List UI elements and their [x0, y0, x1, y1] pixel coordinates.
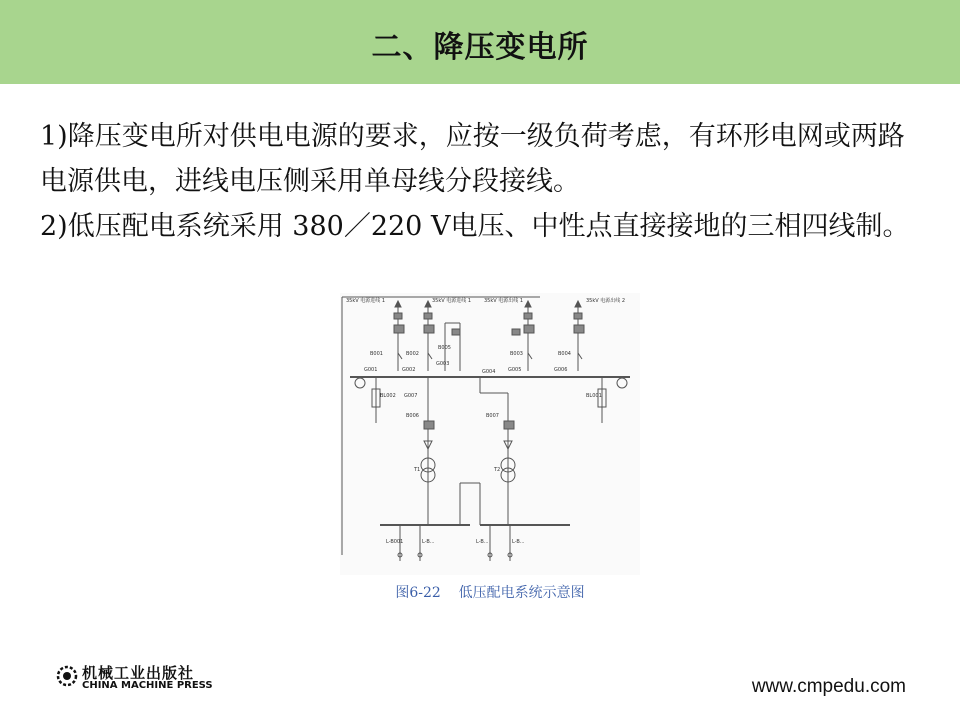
switch-label: G006	[554, 367, 568, 373]
feeder-label: 35kV 电源出线 1	[484, 298, 524, 304]
breaker-label: B005	[438, 345, 451, 351]
breaker-label: B002	[406, 351, 419, 357]
switch-label: G003	[436, 361, 450, 367]
breaker-label: B006	[406, 413, 419, 419]
page-title: 二、降压变电所	[371, 30, 589, 65]
outgoing-label: L-B...	[476, 539, 489, 545]
feeder-label: 35kV 电源出线 2	[586, 298, 626, 304]
transformer-label: T2	[494, 467, 501, 473]
switch-label: G001	[364, 367, 378, 373]
wiring-diagram-svg	[340, 293, 640, 575]
publisher-logo	[56, 662, 226, 692]
switch-label: G004	[482, 369, 496, 375]
breaker-label: B004	[558, 351, 571, 357]
breaker-label: B001	[370, 351, 383, 357]
publisher-name-en: CHINA MACHINE PRESS	[82, 680, 213, 691]
breaker-label: B003	[510, 351, 523, 357]
feeder-label: 35kV 电源进线 1	[346, 298, 386, 304]
surge-label: BL001	[586, 393, 602, 399]
breaker-label: B007	[486, 413, 499, 419]
body-text	[40, 114, 920, 249]
transformer-label: T1	[414, 467, 421, 473]
feeder-label: 35kV 电源进线 1	[432, 298, 472, 304]
switch-label: G005	[508, 367, 522, 373]
figure-caption: 图6-22 低压配电系统示意图	[395, 585, 585, 601]
title-bar	[0, 0, 960, 84]
outgoing-label: L-B...	[422, 539, 435, 545]
switch-label: G002	[402, 367, 416, 373]
switch-label: G007	[404, 393, 418, 399]
outgoing-label: L-B...	[512, 539, 525, 545]
surge-label: BL002	[380, 393, 396, 399]
wiring-diagram	[340, 293, 640, 575]
website-link[interactable]: www.cmpedu.com	[751, 676, 906, 697]
paragraph-2: 2)低压配电系统采用 380／220 V电压、中性点直接接地的三相四线制。	[40, 211, 910, 242]
outgoing-label: L-B001	[386, 539, 404, 545]
paragraph-1: 1)降压变电所对供电电源的要求，应按一级负荷考虑，有环形电网或两路电源供电，进线电压侧采用单母线分段接线。	[40, 121, 905, 197]
publisher-name-cn: 机械工业出版社	[82, 664, 195, 682]
gear-emblem-icon	[56, 665, 78, 687]
